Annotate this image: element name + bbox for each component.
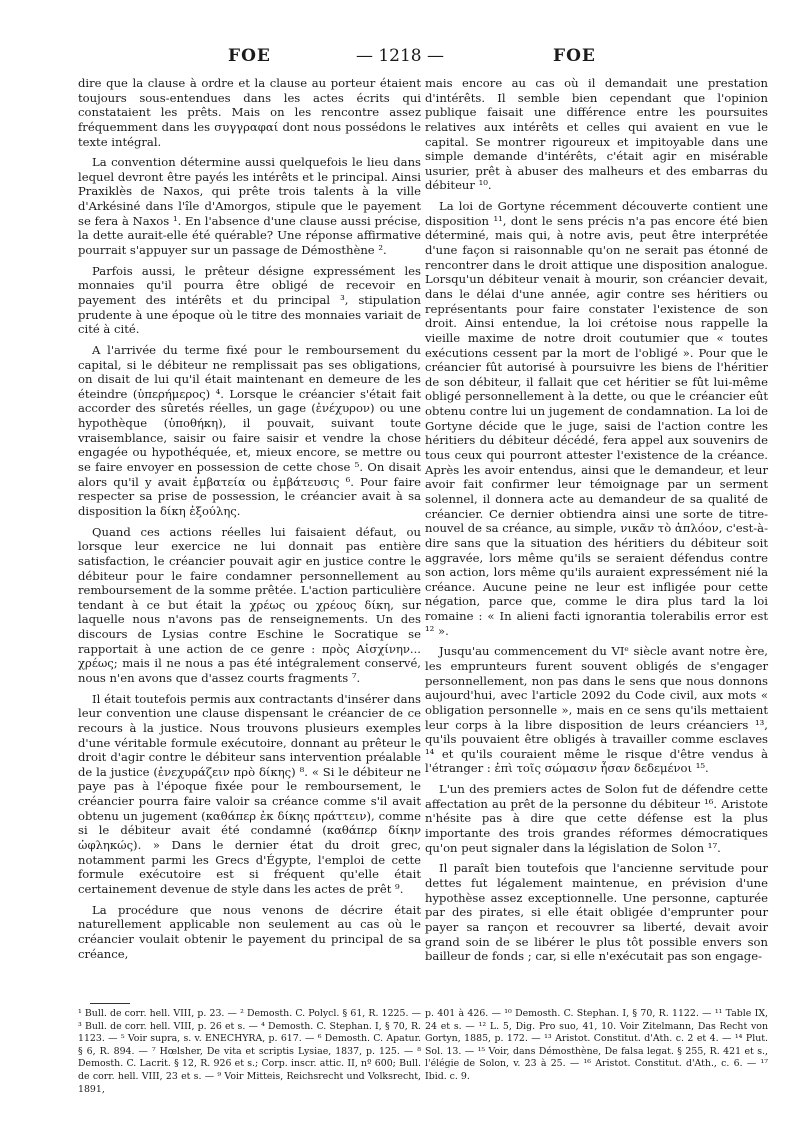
paragraph: Parfois aussi, le prêteur désigne expressément les monnaies qu'il pourra être obligé de recevoir en payement des intérêts et du principal ³, stipulation prudente à une époque où le titre des monnaies variait de cité à cité. bbox=[78, 263, 421, 337]
paragraph: A l'arrivée du terme fixé pour le remboursement du capital, si le débiteur ne remplissait pas ses obligations, on disait de lui qu'il était maintenant en demeure de les éteindre (ὑπερήμερος) ⁴. Lorsque le créancier s'était fait accorder des sûretés réelles, un gage (ἐνέχυρον) ou une hypothèque (ὑποθήκη), il pouvait, suivant toute vraisemblance, saisir ou faire saisir et vendre la chose engagée ou hypothéquée, et, mieux encore, se mettre ou se faire envoyer en possession de cette chose ⁵. On disait alors qu'il y avait ἐμβατεία ou ἐμβάτευσις ⁶. Pour faire respecter sa prise de possession, le créancier avait à sa disposition la δίκη ἐξούλης. bbox=[78, 342, 421, 518]
paragraph: La loi de Gortyne récemment découverte contient une disposition ¹¹, dont le sens précis n'a pas encore été bien déterminé, mais qui, à notre avis, peut être interprétée d'une façon si raisonnable qu'on ne serait pas étonné de rencontrer dans le droit attique une disposition analogue. Lorsqu'un débiteur venait à mourir, son créancier devait, dans le délai d'une année, agir contre ses héritiers ou représentants pour faire constater l'existence de son droit. Ainsi entendue, la loi crétoise nous rappelle la vieille maxime de notre droit coutumier que « toutes exécutions cessent par la mort de l'obligé ». Pour que le créancier fût autorisé à poursuivre les biens de l'héritier de son débiteur, il fallait que cet héritier se fût lui-même obligé personnellement à la dette, ou que le créancier eût obtenu contre lui un jugement de condamnation. La loi de Gortyne décide que le juge, saisi de l'action contre les héritiers du débiteur décédé, fera appel aux souvenirs de tous ceux qui pourront attester l'existence de la créance. Après les avoir entendus, ainsi que le demandeur, et leur avoir fait confirmer leur témoignage par un serment solennel, il donnera acte au demandeur de sa qualité de créancier. Ce dernier obtiendra ainsi une sorte de titre-nouvel de sa créance, au simple, νικᾶν τὸ ἁπλόον, c'est-à-dire sans que la situation des héritiers du débiteur soit aggravée, lors même qu'ils se seraient défendus contre son action, lors même qu'ils auraient expressément nié la créance. Aucune peine ne leur est infligée pour cette négation, parce que, comme le dira plus tard la loi romaine : « In alieni facti ignorantia tolerabilis error est ¹² ». bbox=[425, 199, 768, 638]
right-column bbox=[425, 76, 768, 970]
footnotes-left: ¹ Bull. de corr. hell. VIII, p. 23. — ² Demosth. C. Polycl. § 61, R. 1225. — ³ Bull. de corr. hell. VIII, p. 26 et s. — ⁴ Demosth. C. Stephan. I, § 70, R. 1123. — ⁵ Voir supra, s. v. ENECHYRA, p. 617. — ⁶ Demosth. C. Apatur. § 6, R. 894. — ⁷ Hœlsher, De vita et scriptis Lysiae, 1837, p. 125. — ⁸ Demosth. C. Lacrit. § 12, R. 926 et s.; Corp. inscr. attic. II, nº 600; Bull. de corr. hell. VIII, 23 et s. — ⁹ Voir Mitteis, Reichsrecht und Volksrecht, 1891, bbox=[78, 1008, 421, 1095]
paragraph: Jusqu'au commencement du VIᵉ siècle avant notre ère, les emprunteurs furent souvent obligés de s'engager personnellement, non pas dans le sens que nous donnons aujourd'hui, avec l'article 2092 du Code civil, aux mots « obligation personnelle », mais en ce sens qu'ils mettaient leur corps à la libre disposition de leurs créanciers ¹³, qu'ils pouvaient être obligés à travailler comme esclaves ¹⁴ et qu'ils couraient même le risque d'être vendus à l'étranger : ἐπὶ τοῖς σώμασιν ἦσαν δεδεμένοι ¹⁵. bbox=[425, 644, 768, 776]
paragraph: Il était toutefois permis aux contractants d'insérer dans leur convention une clause dispensant le créancier de ce recours à la justice. Nous trouvons plusieurs exemples d'une véritable formule exécutoire, donnant au prêteur le droit d'agir contre le débiteur sans intervention préalable de la justice (ἐνεχυράζειν πρὸ δίκης) ⁸. « Si le débiteur ne paye pas à l'époque fixée pour le remboursement, le créancier pourra faire valoir sa créance comme s'il avait obtenu un jugement (καθάπερ ἐκ δίκης πράττειν), comme si le débiteur avait été condamné (καθάπερ δίκην ὠφληκώς). » Dans le dernier état du droit grec, notamment parmi les Grecs d'Égypte, l'emploi de cette formule exécutoire est si fréquent qu'elle était certainement devenue de style dans les actes de prêt ⁹. bbox=[78, 691, 421, 896]
page-number: — 1218 — bbox=[355, 46, 445, 66]
paragraph: L'un des premiers actes de Solon fut de défendre cette affectation au prêt de la personne du débiteur ¹⁶. Aristote n'hésite pas à dire que cette défense est la plus importante des trois grandes réformes démocratiques qu'on peut signaler dans la législation de Solon ¹⁷. bbox=[425, 782, 768, 855]
paragraph: La convention détermine aussi quelquefois le lieu dans lequel devront être payés les intérêts et le principal. Ainsi Praxiklès de Naxos, qui prête trois talents à la ville d'Arkésiné dans l'île d'Amorgos, stipule que le payement se fera à Naxos ¹. En l'absence d'une clause aussi précise, la dette aurait-elle été quérable? Une réponse affirmative pourrait s'appuyer sur un passage de Démosthène ². bbox=[78, 155, 421, 258]
paragraph: Il paraît bien toutefois que l'ancienne servitude pour dettes fut légalement maintenue, en prévision d'une hypothèse assez exceptionnelle. Une personne, capturée par des pirates, si elle était obligée d'emprunter pour payer sa rançon et recouvrer sa liberté, devait avoir grand soin de se libérer le plus tôt possible envers son bailleur de fonds ; car, si elle n'exécutait pas son engage- bbox=[425, 861, 768, 964]
left-column bbox=[78, 76, 421, 967]
paragraph: Quand ces actions réelles lui faisaient défaut, ou lorsque leur exercice ne lui donnait pas entière satisfaction, le créancier pouvait agir en justice contre le débiteur pour le faire condamner personnellement au remboursement de la somme prêtée. L'action particulière tendant à ce but était la χρέως ou χρέους δίκη, sur laquelle nous n'avons pas de renseignements. Un des discours de Lysias contre Eschine le Socratique se rapportait à une action de ce genre : πρὸς Αἰσχίνην... χρέως; mais il ne nous a pas été intégralement conservé, nous n'en avons que d'assez courts fragments ⁷. bbox=[78, 524, 421, 685]
paragraph: dire que la clause à ordre et la clause au porteur étaient toujours sous-entendues dans les actes écrits qui constataient les prêts. Mais on les rencontre assez fréquemment dans les συγγραφαί dont nous possédons le texte intégral. bbox=[78, 76, 421, 149]
footnotes-right: p. 401 à 426. — ¹⁰ Demosth. C. Stephan. I, § 70, R. 1122. — ¹¹ Table IX, 24 et s. — ¹² L. 5, Dig. Pro suo, 41, 10. Voir Zitelmann, Das Recht von Gortyn, 1885, p. 172. — ¹³ Aristot. Constitut. d'Ath. c. 2 et 4. — ¹⁴ Plut. Sol. 13. — ¹⁵ Voir, dans Démosthène, De falsa legat. § 255, R. 421 et s., l'élégie de Solon, v. 23 à 25. — ¹⁶ Aristot. Constitut. d'Ath., c. 6. — ¹⁷ Ibid. c. 9. bbox=[425, 1008, 768, 1082]
paragraph: mais encore au cas où il demandait une prestation d'intérêts. Il semble bien cependant que l'opinion publique faisait une différence entre les poursuites relatives aux intérêts et celles qui avaient en vue le capital. Se montrer rigoureux et impitoyable dans une simple demande d'intérêts, c'était agir en misérable usurier, prêt à abuser des malheurs et des embarras du débiteur ¹⁰. bbox=[425, 76, 768, 193]
running-head-right: FOE bbox=[553, 46, 596, 66]
running-head-left: FOE bbox=[228, 46, 271, 66]
footnote-divider bbox=[90, 1003, 130, 1004]
paragraph: La procédure que nous venons de décrire était naturellement applicable non seulement au cas où le créancier voulait obtenir le payement du principal de sa créance, bbox=[78, 902, 421, 961]
